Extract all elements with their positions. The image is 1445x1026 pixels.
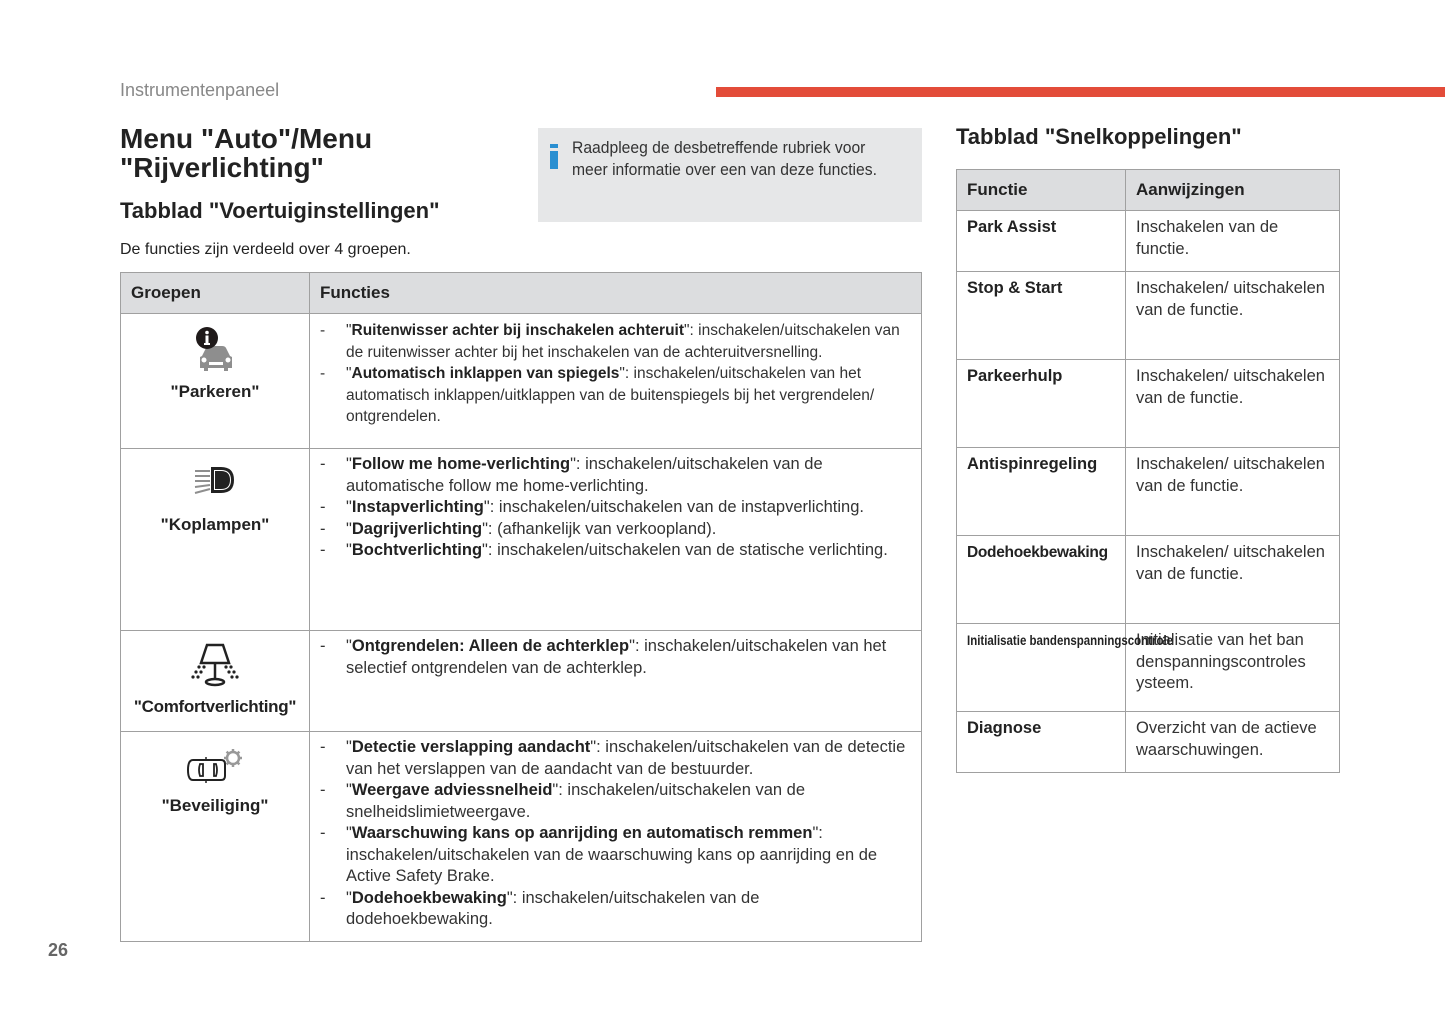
function-desc: : inschakelen/uitschakelen van de snelheidslimietweergave. — [346, 781, 806, 821]
headlamp-icon — [193, 465, 237, 497]
table-row — [957, 712, 1340, 773]
group-cell — [121, 314, 310, 449]
function-name: Diagnose — [957, 712, 1126, 773]
function-desc: Inschakelen/ uitschakelen van de functie. — [1126, 360, 1340, 448]
function-desc: : (afhankelijk van verkoopland). — [487, 519, 717, 538]
table-row — [957, 624, 1340, 712]
function-item: - "Waarschuwing kans op aanrijding en automatisch remmen": inschakelen/uitschakelen van de waarschuwing kans op aanrijding en de Active Safety Brake. — [320, 823, 909, 888]
shortcuts-title: Tabblad "Snelkoppelingen" — [956, 124, 1242, 149]
section-label: Instrumentenpaneel — [120, 80, 280, 100]
function-name: Follow me home-verlichting — [351, 455, 571, 473]
group-label: "Koplampen" — [160, 515, 270, 534]
function-item: - "Follow me home-verlichting": inschakelen/uitschakelen van de automatische follow me home-verlichting. — [320, 454, 909, 497]
group-cell — [121, 449, 310, 631]
function-item: - "Detectie verslapping aandacht": inschakelen/uitschakelen van de detectie van het verslappen van de aandacht van de bestuurder. — [320, 737, 909, 780]
group-cell — [121, 732, 310, 942]
table-row — [121, 449, 922, 631]
functions-cell — [310, 449, 922, 631]
function-desc: Overzicht van de actieve waarschuwingen. — [1126, 712, 1340, 773]
lamp-icon — [185, 641, 245, 689]
table-row — [121, 631, 922, 732]
function-name: Initialisatie bandenspanningscontrole — [967, 632, 1174, 648]
shortcuts-table — [956, 169, 1340, 773]
functions-cell — [310, 314, 922, 449]
function-name: Parkeerhulp — [957, 360, 1126, 448]
function-name: Waarschuwing kans op aanrijding en automatisch remmen — [351, 824, 813, 842]
function-name: Dagrijverlichting — [351, 519, 483, 538]
function-desc: : inschakelen/uitschakelen van de ruitenwisser achter bij het inschakelen van de achteruitversnelling. — [346, 322, 900, 361]
function-name: Automatisch inklappen van spiegels — [351, 365, 620, 382]
function-desc: : inschakelen/uitschakelen van de detectie van het verslappen van de aandacht van de bestuurder. — [346, 738, 906, 778]
page-number: 26 — [48, 940, 69, 960]
function-name: Instapverlichting — [351, 498, 484, 516]
function-name: Antispinregeling — [957, 448, 1126, 536]
function-name: Park Assist — [957, 211, 1126, 272]
function-name: Ruitenwisser achter bij inschakelen achteruit — [351, 322, 685, 339]
function-item: - "Ruitenwisser achter bij inschakelen achteruit": inschakelen/uitschakelen van de ruitenwisser achter bij het inschakelen van de achteruitversnelling. — [320, 320, 909, 363]
function-name: Dodehoekbewaking — [351, 888, 507, 907]
column-header-groups: Groepen — [121, 273, 310, 314]
function-item: - "Instapverlichting": inschakelen/uitschakelen van de instapverlichting. — [320, 497, 909, 519]
function-desc: Inschakelen van de functie. — [1126, 211, 1340, 272]
function-desc: : inschakelen/uitschakelen van het automatisch inklappen/uitklappen van de buitenspiegels bij het vergrendelen/ ontgrendelen. — [346, 365, 875, 425]
group-cell — [121, 631, 310, 732]
function-item: - "Ontgrendelen: Alleen de achterklep": inschakelen/uitschakelen van het selectief ontgrendelen van de achterklep. — [320, 636, 909, 679]
function-name: Weergave adviessnelheid — [351, 781, 553, 799]
section-subtitle: Tabblad "Voertuiginstellingen" — [120, 198, 440, 223]
function-item: - "Dagrijverlichting": (afhankelijk van verkoopland). — [320, 519, 909, 541]
function-desc: : inschakelen/uitschakelen van het selectief ontgrendelen van de achterklep. — [346, 637, 887, 677]
page-title: Menu "Auto"/Menu "Rijverlichting" — [120, 123, 373, 183]
group-label: "Beveiliging" — [161, 796, 269, 815]
function-name: Bochtverlichting — [351, 541, 483, 559]
car-info-icon — [190, 326, 240, 376]
function-desc: Inschakelen/ uitschakelen van de functie. — [1126, 536, 1340, 624]
function-name: Stop & Start — [957, 272, 1126, 360]
table-row — [121, 314, 922, 449]
function-name: Ontgrendelen: Alleen de achterklep — [351, 637, 630, 655]
header-accent-bar — [716, 87, 1445, 97]
group-label: "Parkeren" — [170, 382, 260, 401]
table-row — [957, 211, 1340, 272]
table-row — [957, 272, 1340, 360]
function-desc: Inschakelen/ uitschakelen van de functie. — [1126, 448, 1340, 536]
intro-text: De functies zijn verdeeld over 4 groepen. — [120, 241, 411, 258]
table-header-row — [121, 273, 922, 314]
function-desc: : inschakelen/uitschakelen van de dodehoekbewaking. — [346, 888, 760, 928]
function-desc: Inschakelen/ uitschakelen van de functie. — [1126, 272, 1340, 360]
column-header-function: Functie — [957, 170, 1126, 211]
function-desc: : inschakelen/uitschakelen van de instapverlichting. — [489, 498, 864, 516]
info-note — [538, 128, 922, 222]
column-header-instructions: Aanwijzingen — [1126, 170, 1340, 211]
function-desc: Initialisatie van het ban denspanningscontroles ysteem. — [1126, 624, 1340, 712]
table-header-row — [957, 170, 1340, 211]
function-name: Dodehoekbewaking — [957, 536, 1126, 624]
functions-cell — [310, 631, 922, 732]
table-row — [121, 732, 922, 942]
function-desc: : inschakelen/uitschakelen van de waarschuwing kans op aanrijding en de Active Safety Brake. — [346, 824, 878, 885]
group-label: "Comfortverlichting" — [133, 697, 297, 716]
function-name-cell — [957, 624, 1174, 712]
function-item: - "Weergave adviessnelheid": inschakelen/uitschakelen van de snelheidslimietweergave. — [320, 780, 909, 823]
table-row — [957, 536, 1340, 624]
car-settings-icon — [183, 748, 247, 784]
info-note-text: Raadpleeg de desbetreffende rubriek voor meer informatie over een van deze functies. — [572, 139, 877, 179]
column-header-functions: Functies — [310, 273, 922, 314]
table-row — [957, 360, 1340, 448]
function-name: Detectie verslapping aandacht — [351, 738, 591, 756]
functions-cell — [310, 732, 922, 942]
function-desc: : inschakelen/uitschakelen van de statische verlichting. — [487, 541, 888, 559]
function-item: - "Automatisch inklappen van spiegels": inschakelen/uitschakelen van het automatisch inklappen/uitklappen van de buitenspiegels bij het vergrendelen/ ontgrendelen. — [320, 363, 909, 428]
table-row — [957, 448, 1340, 536]
vehicle-settings-table — [120, 272, 922, 942]
function-item: - "Dodehoekbewaking": inschakelen/uitschakelen van de dodehoekbewaking. — [320, 888, 909, 931]
function-desc: : inschakelen/uitschakelen van de automatische follow me home-verlichting. — [346, 455, 823, 495]
info-icon — [550, 144, 558, 170]
function-item: - "Bochtverlichting": inschakelen/uitschakelen van de statische verlichting. — [320, 540, 909, 562]
